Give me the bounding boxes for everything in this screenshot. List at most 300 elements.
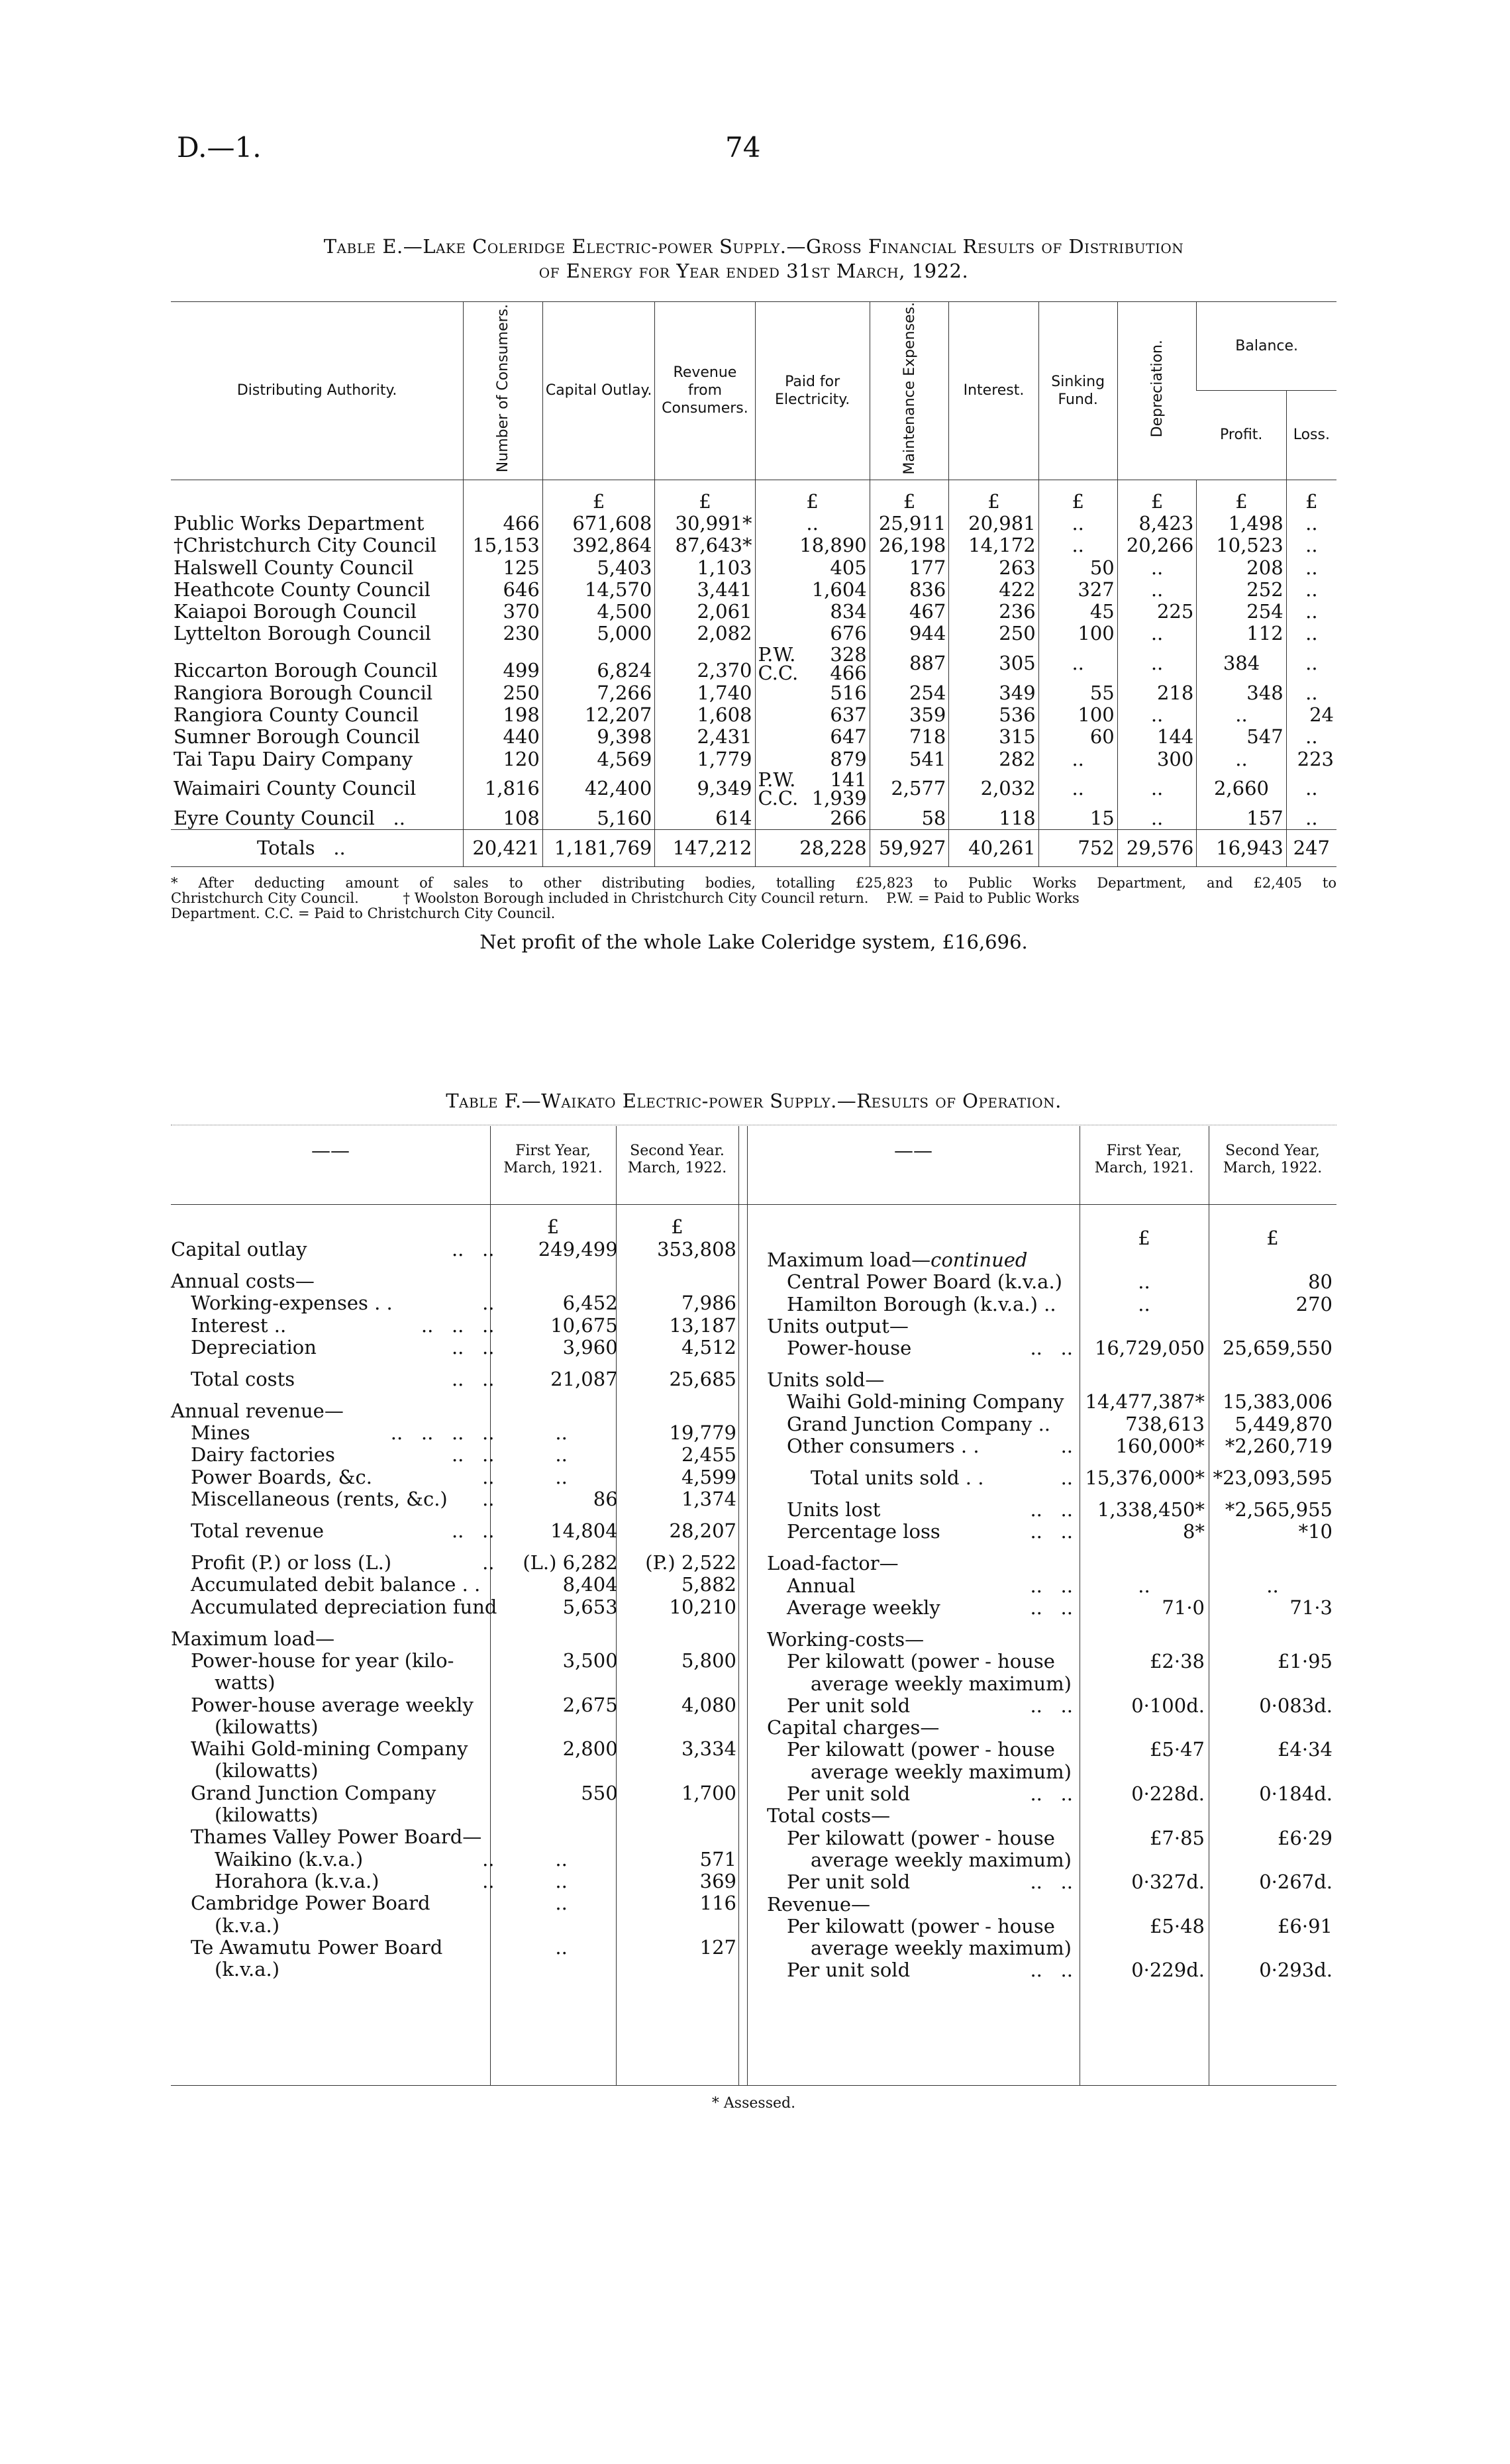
list-item bbox=[763, 1849, 1336, 1871]
label-text: Accumulated depreciation fund bbox=[191, 1595, 497, 1618]
first-year-value: .. bbox=[1138, 1574, 1150, 1597]
row-label bbox=[167, 1359, 501, 1390]
cell: 30,991* bbox=[655, 513, 755, 535]
label-text: Waihi Gold-mining Company bbox=[191, 1737, 468, 1761]
right-first-year-header bbox=[1080, 1143, 1209, 1177]
list-item bbox=[167, 1488, 740, 1510]
cell: 467 bbox=[870, 601, 949, 623]
table-row bbox=[171, 748, 1336, 770]
list-item bbox=[167, 1716, 740, 1738]
cell: .. bbox=[1286, 726, 1336, 748]
list-item bbox=[763, 1391, 1336, 1413]
row-label bbox=[763, 1827, 1080, 1849]
cell: 516 bbox=[755, 682, 870, 704]
cell: 834 bbox=[755, 601, 870, 623]
second-year-value bbox=[622, 1672, 740, 1694]
cell: 87,643* bbox=[655, 535, 755, 556]
row-label bbox=[167, 1596, 501, 1618]
leader-dots: .. bbox=[1060, 1435, 1073, 1458]
list-item bbox=[763, 1717, 1336, 1739]
cell: 5,000 bbox=[542, 623, 655, 644]
split-cell bbox=[755, 642, 870, 684]
cell: .. bbox=[1286, 682, 1336, 704]
cell: 12,207 bbox=[542, 704, 655, 726]
unit: £ bbox=[1286, 480, 1336, 513]
cell: 112 bbox=[1197, 623, 1286, 644]
cell: 614 bbox=[655, 807, 755, 830]
cell: 422 bbox=[949, 579, 1038, 601]
cell: 4,569 bbox=[542, 748, 655, 770]
label-text: Revenue— bbox=[767, 1892, 871, 1916]
label-text: Load-factor— bbox=[767, 1552, 899, 1575]
col-authority: Distributing Authority. bbox=[171, 302, 464, 480]
label-text: Grand Junction Company .. bbox=[787, 1412, 1050, 1435]
cell: 230 bbox=[464, 623, 543, 644]
first-year-value bbox=[1080, 1359, 1209, 1391]
label-text: average weekly maximum) bbox=[811, 1672, 1072, 1695]
leader-dots: .. .. bbox=[1030, 1694, 1073, 1717]
cell: 20,421 bbox=[464, 830, 543, 867]
cell: 370 bbox=[464, 601, 543, 623]
label-text: Units lost bbox=[787, 1498, 881, 1521]
label-text: Power-house for year (kilo- bbox=[191, 1649, 454, 1672]
label-text: Waihi Gold-mining Company bbox=[787, 1390, 1064, 1413]
totals-label: Totals bbox=[257, 837, 315, 860]
table-row bbox=[171, 535, 1336, 556]
table-row bbox=[171, 601, 1336, 623]
row-label bbox=[763, 1489, 1080, 1521]
cell: 8,423 bbox=[1117, 513, 1197, 535]
list-item bbox=[763, 1249, 1336, 1271]
cell: 315 bbox=[949, 726, 1038, 748]
first-year-value: 10,675 bbox=[550, 1313, 618, 1337]
first-year-value: 6,452 bbox=[562, 1292, 618, 1315]
first-year-value bbox=[1080, 1673, 1209, 1695]
cell: 1,608 bbox=[655, 704, 755, 726]
label-text: Interest .. bbox=[191, 1313, 287, 1337]
first-year-value: 3,500 bbox=[562, 1649, 618, 1672]
row-label bbox=[763, 1294, 1080, 1315]
cell: 2,577 bbox=[870, 770, 949, 807]
first-year-value: 160,000* bbox=[1115, 1435, 1205, 1458]
row-label bbox=[763, 1413, 1080, 1435]
label-text: watts) bbox=[215, 1671, 276, 1694]
header-line: March, 1922. bbox=[627, 1160, 727, 1176]
cell: 2,061 bbox=[655, 601, 755, 623]
cell: 58 bbox=[870, 807, 949, 830]
label-text: Per unit sold bbox=[787, 1694, 911, 1717]
row-name: Heathcote County Council bbox=[174, 578, 430, 601]
list-item bbox=[167, 1260, 740, 1292]
list-item bbox=[167, 1871, 740, 1892]
row-label bbox=[763, 1435, 1080, 1457]
cell: .. bbox=[1117, 704, 1197, 726]
cell: 218 bbox=[1117, 682, 1197, 704]
label-text: Per unit sold bbox=[787, 1782, 911, 1806]
list-item bbox=[167, 1337, 740, 1359]
second-year-value bbox=[1209, 1543, 1336, 1575]
cell: 547 bbox=[1197, 726, 1286, 748]
first-year-value: .. bbox=[1138, 1270, 1150, 1294]
leader-dots: .. bbox=[482, 1488, 495, 1511]
label-text: Average weekly bbox=[787, 1596, 940, 1619]
row-label bbox=[763, 1543, 1080, 1575]
list-item bbox=[167, 1444, 740, 1466]
row-label bbox=[167, 1510, 501, 1542]
second-year-value: 127 bbox=[699, 1935, 736, 1959]
second-year-value: (P.) 2,522 bbox=[645, 1551, 736, 1574]
pound-sign: £ bbox=[1266, 1227, 1279, 1249]
first-year-value: 2,675 bbox=[562, 1693, 618, 1716]
cell: 60 bbox=[1038, 726, 1117, 748]
row-label bbox=[167, 1337, 501, 1359]
cell: 676 bbox=[755, 623, 870, 644]
row-label bbox=[763, 1717, 1080, 1739]
table-f-left bbox=[167, 1239, 740, 1980]
row-label bbox=[763, 1761, 1080, 1783]
table-f-title: Table F.—Waikato Electric-power Supply.—Results of Operation. bbox=[446, 1090, 1062, 1112]
cell: 349 bbox=[949, 682, 1038, 704]
second-year-value: 4,080 bbox=[681, 1693, 736, 1716]
cc-label: C.C. bbox=[758, 786, 799, 809]
list-item bbox=[763, 1543, 1336, 1575]
unit: £ bbox=[1197, 480, 1286, 513]
second-year-value: 270 bbox=[1295, 1292, 1333, 1315]
label-text: Waikino (k.v.a.) bbox=[215, 1847, 364, 1871]
row-label bbox=[763, 1315, 1080, 1337]
row-name: Halswell County Council bbox=[174, 556, 414, 579]
leader-dots: .. .. .. bbox=[421, 1313, 495, 1337]
cell: 250 bbox=[464, 682, 543, 704]
list-item bbox=[763, 1783, 1336, 1805]
pw-label: P.W. bbox=[758, 642, 796, 666]
cell: 637 bbox=[755, 704, 870, 726]
row-label bbox=[167, 1937, 501, 1959]
cell: .. bbox=[755, 513, 870, 535]
table-row bbox=[171, 513, 1336, 535]
row-label bbox=[167, 1422, 501, 1444]
first-year-value bbox=[501, 1716, 622, 1738]
list-item bbox=[763, 1937, 1336, 1959]
row-label bbox=[167, 1390, 501, 1422]
cell: 9,398 bbox=[542, 726, 655, 748]
cell: 28,228 bbox=[755, 830, 870, 867]
cell: 752 bbox=[1038, 830, 1117, 867]
first-year-value: 550 bbox=[581, 1781, 618, 1804]
list-item bbox=[167, 1849, 740, 1871]
list-item bbox=[167, 1892, 740, 1914]
row-label bbox=[763, 1249, 1080, 1271]
leader-dots: .. .. bbox=[1030, 1574, 1073, 1597]
cell: .. bbox=[1286, 579, 1336, 601]
first-year-value: 0·228d. bbox=[1131, 1782, 1205, 1806]
second-year-value: 353,808 bbox=[657, 1238, 736, 1260]
row-label bbox=[763, 1937, 1080, 1959]
leader-dots: .. .. bbox=[451, 1367, 495, 1390]
second-year-value bbox=[622, 1760, 740, 1782]
unit: £ bbox=[655, 480, 755, 513]
cell: .. bbox=[1117, 557, 1197, 579]
label-text: Cambridge Power Board bbox=[191, 1892, 430, 1915]
list-item bbox=[167, 1804, 740, 1826]
first-year-value bbox=[1080, 1619, 1209, 1651]
cell: 5,160 bbox=[542, 807, 655, 830]
cell: 2,082 bbox=[655, 623, 755, 644]
second-year-value: 571 bbox=[699, 1847, 736, 1871]
cell: 466 bbox=[464, 513, 543, 535]
cell: .. bbox=[1286, 807, 1336, 830]
second-year-value: 1,700 bbox=[681, 1781, 736, 1804]
first-year-value: (L.) 6,282 bbox=[523, 1551, 618, 1574]
pw-label: P.W. bbox=[758, 768, 796, 791]
first-year-value bbox=[501, 1618, 622, 1650]
cell: 536 bbox=[949, 704, 1038, 726]
cell: 5,403 bbox=[542, 557, 655, 579]
cell: 1,181,769 bbox=[542, 830, 655, 867]
cell: 1,498 bbox=[1197, 513, 1286, 535]
first-year-value: .. bbox=[555, 1869, 568, 1892]
cell: 879 bbox=[755, 748, 870, 770]
second-year-value bbox=[1209, 1937, 1336, 1959]
label-text: Te Awamutu Power Board bbox=[191, 1935, 443, 1959]
first-year-value: 2,800 bbox=[562, 1737, 618, 1761]
unit: £ bbox=[755, 480, 870, 513]
second-year-value: 0·184d. bbox=[1259, 1782, 1333, 1806]
header-line: March, 1921. bbox=[503, 1160, 603, 1176]
cell: 252 bbox=[1197, 579, 1286, 601]
row-name bbox=[171, 807, 464, 830]
cell: 50 bbox=[1038, 557, 1117, 579]
row-label bbox=[763, 1457, 1080, 1489]
label-text: Per kilowatt (power - house bbox=[787, 1914, 1055, 1937]
second-year-value: £1·95 bbox=[1277, 1650, 1333, 1673]
row-label bbox=[763, 1271, 1080, 1293]
second-year-value: 0·293d. bbox=[1259, 1959, 1333, 1982]
cell: 247 bbox=[1286, 830, 1336, 867]
right-dash: —— bbox=[894, 1139, 932, 1162]
row-label bbox=[763, 1783, 1080, 1805]
label-text: Total revenue bbox=[191, 1519, 325, 1543]
leader-dots: .. .. bbox=[1030, 1337, 1073, 1360]
list-item bbox=[763, 1575, 1336, 1597]
label-text: Per kilowatt (power - house bbox=[787, 1738, 1055, 1761]
cell: 24 bbox=[1286, 704, 1336, 726]
second-year-value bbox=[1209, 1673, 1336, 1695]
cell: 405 bbox=[755, 557, 870, 579]
first-year-value: 14,804 bbox=[550, 1519, 618, 1543]
second-year-value: 5,882 bbox=[681, 1573, 736, 1596]
leader-dots: .. bbox=[482, 1869, 495, 1892]
row-label bbox=[167, 1849, 501, 1871]
row-label bbox=[167, 1959, 501, 1980]
col-profit: Profit. bbox=[1197, 391, 1286, 480]
cell: 42,400 bbox=[542, 770, 655, 807]
row-label bbox=[167, 1542, 501, 1574]
first-year-value: .. bbox=[555, 1421, 568, 1445]
cell: .. bbox=[1286, 513, 1336, 535]
list-item bbox=[167, 1542, 740, 1574]
first-year-value: 1,338,450* bbox=[1097, 1498, 1205, 1521]
cell: 1,740 bbox=[655, 682, 755, 704]
second-year-value: £4·34 bbox=[1277, 1738, 1333, 1761]
leader-dots: .. bbox=[482, 1292, 495, 1315]
cell: 120 bbox=[464, 748, 543, 770]
cell: 1,816 bbox=[464, 770, 543, 807]
cell: 4,500 bbox=[542, 601, 655, 623]
table-e-title-line1: Table E.—Lake Coleridge Electric-power Supply.—Gross Financial Results of Distribution bbox=[323, 235, 1184, 258]
label-text: Power Boards, &c. bbox=[191, 1465, 372, 1488]
first-year-value bbox=[1080, 1315, 1209, 1337]
unit: £ bbox=[1038, 480, 1117, 513]
unit: £ bbox=[870, 480, 949, 513]
cell: 2,032 bbox=[949, 770, 1038, 807]
label-text: (kilowatts) bbox=[215, 1804, 319, 1827]
leader-dots: .. bbox=[393, 806, 405, 829]
cell: 147,212 bbox=[655, 830, 755, 867]
leader-dots: .. .. bbox=[1030, 1871, 1073, 1894]
cell: 499 bbox=[464, 645, 543, 682]
first-year-value: 5,653 bbox=[562, 1595, 618, 1618]
second-year-value: 2,455 bbox=[681, 1443, 736, 1466]
list-item bbox=[167, 1937, 740, 1959]
table-row bbox=[171, 623, 1336, 644]
cell: 348 bbox=[1197, 682, 1286, 704]
cell: .. bbox=[1286, 623, 1336, 644]
row-label bbox=[167, 1315, 501, 1337]
pound-sign: £ bbox=[546, 1215, 560, 1238]
cell: 144 bbox=[1117, 726, 1197, 748]
cell: 282 bbox=[949, 748, 1038, 770]
cell: 3,441 bbox=[655, 579, 755, 601]
second-year-value bbox=[1209, 1894, 1336, 1916]
list-item bbox=[763, 1359, 1336, 1391]
table-row bbox=[171, 645, 1336, 682]
row-name: Sumner Borough Council bbox=[174, 725, 420, 748]
cell: 254 bbox=[870, 682, 949, 704]
row-label bbox=[167, 1826, 501, 1848]
list-item bbox=[763, 1315, 1336, 1337]
first-year-value: 249,499 bbox=[538, 1238, 618, 1260]
unit: £ bbox=[949, 480, 1038, 513]
second-year-value bbox=[622, 1390, 740, 1422]
list-item bbox=[763, 1521, 1336, 1543]
list-item bbox=[763, 1871, 1336, 1893]
header-line: First Year, bbox=[515, 1143, 591, 1159]
cell: 254 bbox=[1197, 601, 1286, 623]
label-text: Horahora (k.v.a.) bbox=[215, 1869, 379, 1892]
col-consumers: Number of Consumers. bbox=[495, 304, 511, 473]
list-item bbox=[167, 1672, 740, 1694]
first-year-value: 71·0 bbox=[1162, 1596, 1205, 1619]
label-text: Central Power Board (k.v.a.) bbox=[787, 1270, 1062, 1294]
label-text: Per unit sold bbox=[787, 1871, 911, 1894]
list-item bbox=[763, 1435, 1336, 1457]
list-item bbox=[167, 1422, 740, 1444]
col-paid: Paid for Electricity. bbox=[755, 302, 870, 480]
label-text: Working-expenses . . bbox=[191, 1292, 393, 1315]
cell: .. bbox=[1117, 579, 1197, 601]
first-year-value: 16,729,050 bbox=[1094, 1337, 1205, 1360]
first-year-value: £7·85 bbox=[1149, 1826, 1205, 1849]
cell: 20,266 bbox=[1117, 535, 1197, 556]
row-name: Public Works Department bbox=[174, 512, 425, 535]
list-item bbox=[763, 1597, 1336, 1619]
row-label bbox=[763, 1597, 1080, 1619]
second-year-value bbox=[622, 1915, 740, 1937]
cell: 1,779 bbox=[655, 748, 755, 770]
row-label bbox=[763, 1673, 1080, 1695]
second-year-value: 71·3 bbox=[1289, 1596, 1333, 1619]
label-text: Working-costs— bbox=[767, 1627, 925, 1651]
first-year-value: .. bbox=[555, 1892, 568, 1915]
second-year-value bbox=[622, 1618, 740, 1650]
list-item bbox=[167, 1292, 740, 1314]
list-item bbox=[763, 1761, 1336, 1783]
first-year-value: 0·327d. bbox=[1131, 1871, 1205, 1894]
row-label bbox=[167, 1804, 501, 1826]
first-year-value bbox=[501, 1804, 622, 1826]
leader-dots: .. .. bbox=[451, 1335, 495, 1359]
cell: 1,103 bbox=[655, 557, 755, 579]
second-year-value: 19,779 bbox=[669, 1421, 736, 1445]
second-year-value: 4,512 bbox=[681, 1335, 736, 1359]
first-year-value: .. bbox=[555, 1465, 568, 1488]
second-year-value: 13,187 bbox=[669, 1313, 736, 1337]
cell: .. bbox=[1286, 535, 1336, 556]
cell: 20,981 bbox=[949, 513, 1038, 535]
first-year-value: £5·47 bbox=[1149, 1738, 1205, 1761]
table-f-footnote: * Assessed. bbox=[711, 2095, 796, 2112]
second-year-value bbox=[622, 1716, 740, 1738]
cell: 1,604 bbox=[755, 579, 870, 601]
table-row bbox=[171, 807, 1336, 830]
cell: 55 bbox=[1038, 682, 1117, 704]
cell: 359 bbox=[870, 704, 949, 726]
row-label bbox=[167, 1915, 501, 1937]
cell: 15 bbox=[1038, 807, 1117, 830]
cell: 836 bbox=[870, 579, 949, 601]
cell: 300 bbox=[1117, 748, 1197, 770]
label-text: Percentage loss bbox=[787, 1520, 940, 1543]
row-name bbox=[171, 830, 464, 867]
row-label bbox=[763, 1959, 1080, 1981]
list-item bbox=[763, 1695, 1336, 1717]
leader-dots: .. bbox=[482, 1465, 495, 1488]
cell: 327 bbox=[1038, 579, 1117, 601]
row-name: Riccarton Borough Council bbox=[174, 659, 438, 682]
row-name: Waimairi County Council bbox=[174, 777, 417, 800]
row-label bbox=[763, 1359, 1080, 1391]
cell: .. bbox=[1038, 770, 1117, 807]
first-year-value: 8* bbox=[1183, 1520, 1205, 1543]
first-year-value bbox=[1080, 1805, 1209, 1827]
row-label bbox=[167, 1871, 501, 1892]
second-year-value: 5,800 bbox=[681, 1649, 736, 1672]
cell: .. bbox=[1038, 513, 1117, 535]
cell: .. bbox=[1117, 807, 1197, 830]
cc-label: C.C. bbox=[758, 661, 799, 684]
cell: .. bbox=[1038, 535, 1117, 556]
cell: 40,261 bbox=[949, 830, 1038, 867]
first-year-value bbox=[501, 1826, 622, 1848]
row-label: Eyre County Council bbox=[174, 806, 375, 829]
first-year-value: 86 bbox=[593, 1488, 618, 1511]
first-year-value bbox=[1080, 1937, 1209, 1959]
leader-dots: .. .. bbox=[1030, 1959, 1073, 1982]
second-year-value bbox=[1209, 1761, 1336, 1783]
second-year-value bbox=[1209, 1619, 1336, 1651]
leader-dots: .. bbox=[482, 1551, 495, 1574]
